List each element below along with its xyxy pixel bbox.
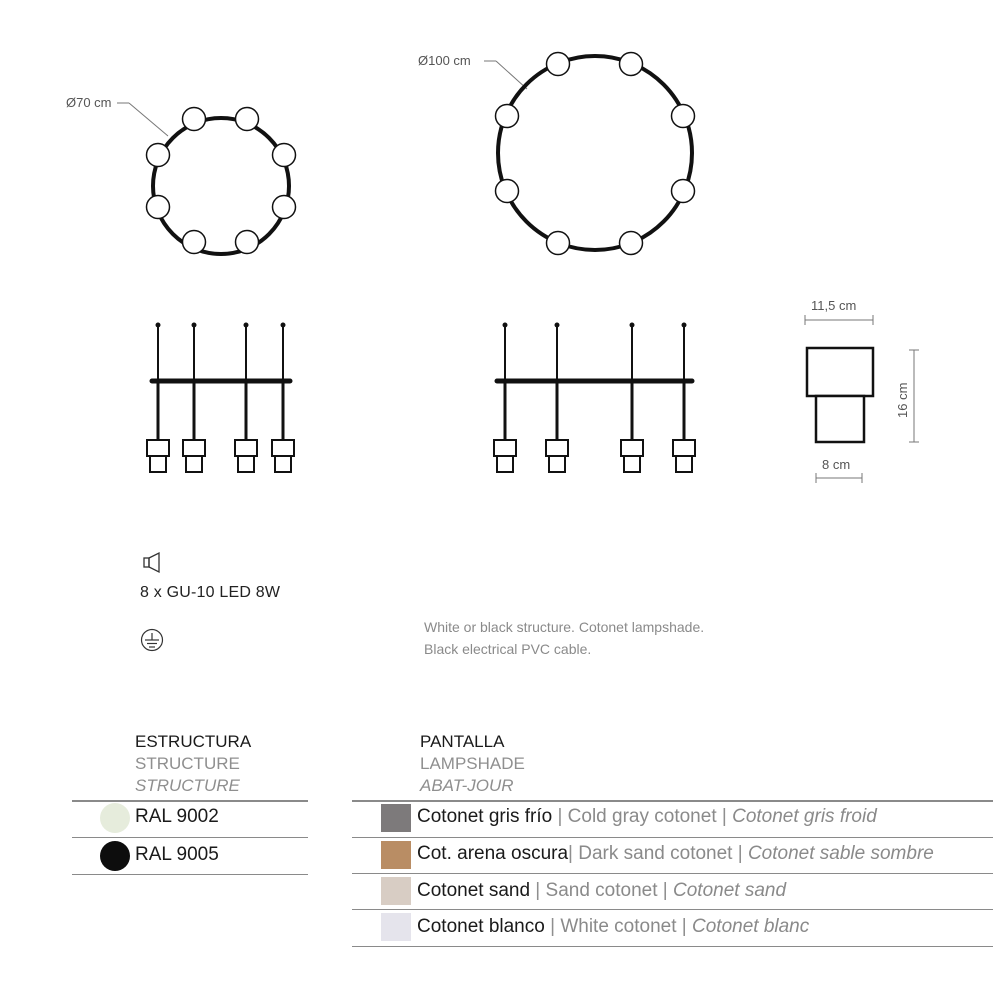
option-es: Cotonet blanco [417, 916, 545, 937]
option-fr: Cotonet sable sombre [747, 843, 934, 864]
shade-width-label: 11,5 cm [811, 298, 857, 313]
ral-9002-label: RAL 9002 [135, 806, 219, 827]
lampshade-heading-es: PANTALLA [420, 732, 505, 751]
structure-heading-fr: STRUCTURE [135, 776, 240, 795]
structure-row-rule [72, 837, 308, 838]
option-en: Sand cotonet [545, 880, 658, 901]
separator: | [657, 880, 674, 901]
structure-table-top-rule [72, 800, 308, 802]
structure-heading-es: ESTRUCTURA [135, 732, 252, 751]
lampshade-option-sand [417, 880, 786, 902]
separator: | [676, 916, 692, 937]
separator: | [544, 916, 561, 937]
shade-height-label: 16 cm [895, 382, 910, 418]
bulb-icon [144, 553, 159, 572]
lampshade-option-cold-gray [417, 806, 877, 828]
separator: | [568, 843, 579, 864]
separator: | [530, 880, 546, 901]
description-line-1: White or black structure. Cotonet lampshade. [424, 619, 705, 635]
separator: | [552, 806, 568, 827]
large-diameter-label: Ø100 cm [418, 53, 471, 68]
separator: | [716, 806, 733, 827]
structure-heading-en: STRUCTURE [135, 754, 240, 773]
description-line-2: Black electrical PVC cable. [424, 641, 592, 657]
option-en: Cold gray cotonet [567, 806, 717, 827]
option-es: Cotonet sand [417, 880, 531, 901]
small-side-view [147, 323, 294, 473]
cold-gray-swatch [381, 804, 411, 832]
ral-9005-label: RAL 9005 [135, 844, 219, 865]
large-side-view [494, 323, 695, 473]
lampshade-heading-fr: ABAT-JOUR [420, 776, 514, 795]
shade-base-label: 8 cm [822, 457, 851, 472]
ground-icon [142, 630, 163, 651]
option-en: White cotonet [560, 916, 677, 937]
ral-9002-color-dot [100, 803, 130, 833]
separator: | [732, 843, 748, 864]
large-ring-top-view [484, 53, 695, 255]
option-fr: Cotonet sand [673, 880, 787, 901]
lampshade-option-dark-sand [417, 843, 934, 865]
lampshade-row-rule [352, 873, 993, 874]
lampshade-row-rule [352, 909, 993, 910]
structure-heading [135, 731, 251, 797]
lampshade-row-rule [352, 946, 993, 947]
option-es: Cotonet gris frío [417, 806, 553, 827]
dark-sand-swatch [381, 841, 411, 869]
option-fr: Cotonet blanc [692, 916, 810, 937]
lampshade-option-white [417, 916, 809, 938]
option-fr: Cotonet gris froid [732, 806, 877, 827]
lamps-spec: 8 x GU-10 LED 8W [140, 584, 281, 601]
small-diameter-label: Ø70 cm [66, 95, 112, 110]
structure-row-rule [72, 874, 308, 875]
ral-9005-color-dot [100, 841, 130, 871]
lampshade-heading-en: LAMPSHADE [420, 754, 525, 773]
sand-swatch [381, 877, 411, 905]
lampshade-row-rule [352, 837, 993, 838]
lampshade-heading [420, 731, 525, 797]
option-en: Dark sand cotonet [578, 843, 733, 864]
option-es: Cot. arena oscura [417, 843, 569, 864]
lampshade-table-top-rule [352, 800, 993, 802]
small-ring-top-view [117, 103, 296, 254]
white-swatch [381, 913, 411, 941]
